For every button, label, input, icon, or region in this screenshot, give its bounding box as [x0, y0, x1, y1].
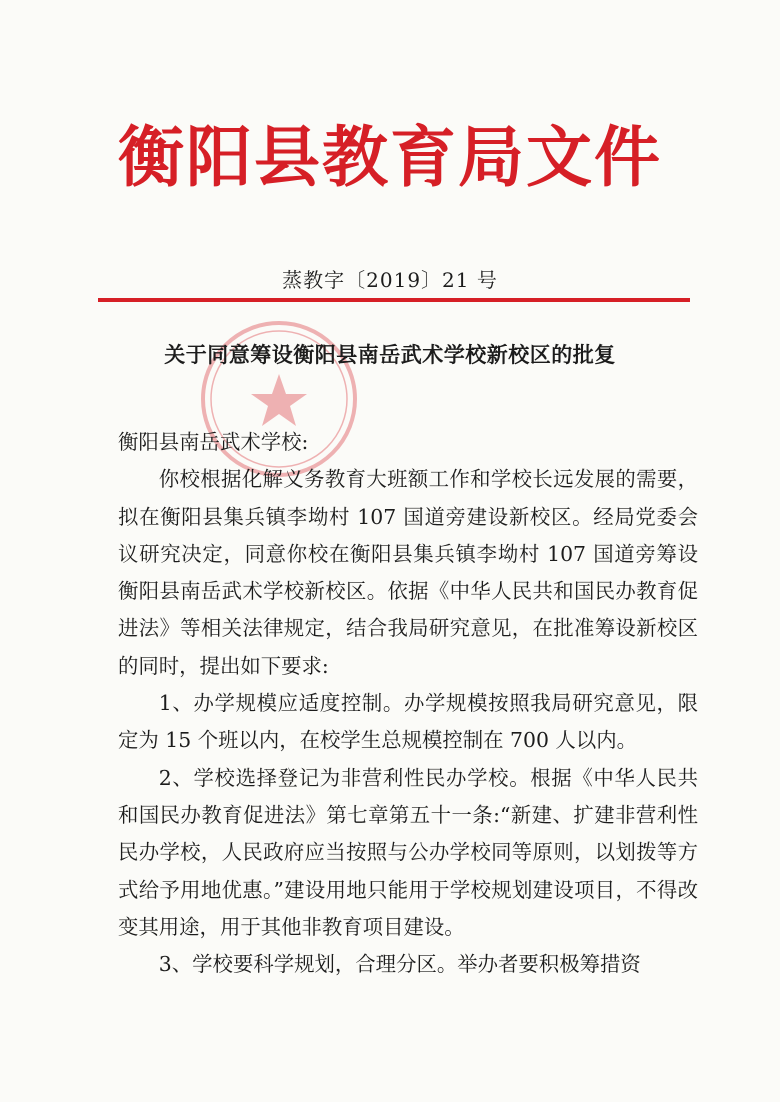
body-paragraph-requirement-3: 3、学校要科学规划，合理分区。举办者要积极筹措资	[158, 952, 641, 977]
body-paragraph-requirement-1: 1、办学规模应适度控制。办学规模按照我局研究意见，限定为 15 个班以内，在校学生总规模控制在 700 人以内。	[118, 691, 698, 753]
document-title: 关于同意筹设衡阳县南岳武术学校新校区的批复	[164, 343, 616, 367]
addressee-line: 衡阳县南岳武术学校:	[118, 430, 309, 454]
body-paragraph-intro: 你校根据化解义务教育大班额工作和学校长远发展的需要，拟在衡阳县集兵镇李坳村 107 国道旁建设新校区。经局党委会议研究决定，同意你校在衡阳县集兵镇李坳村 107 国道旁筹设衡阳县南岳武术学校新校区。依据《中华人民共和国民办教育促进法》等相关法律规定，结合我局研究意见，在批准筹设新校区的同时，提出如下要求:	[118, 467, 698, 678]
issuer-header-title: 衡阳县教育局文件	[118, 119, 662, 196]
body-paragraph-requirement-2: 2、学校选择登记为非营利性民办学校。根据《中华人民共和国民办教育促进法》第七章第五十一条:“新建、扩建非营利性民办学校，人民政府应当按照与公办学校同等原则，以划拨等方式给予用地优惠。”建设用地只能用于学校规划建设项目，不得改变其用途，用于其他非教育项目建设。	[118, 765, 698, 939]
document-body	[118, 424, 698, 983]
document-number: 蒸教字〔2019〕21 号	[282, 268, 498, 292]
red-divider-line	[98, 298, 690, 302]
